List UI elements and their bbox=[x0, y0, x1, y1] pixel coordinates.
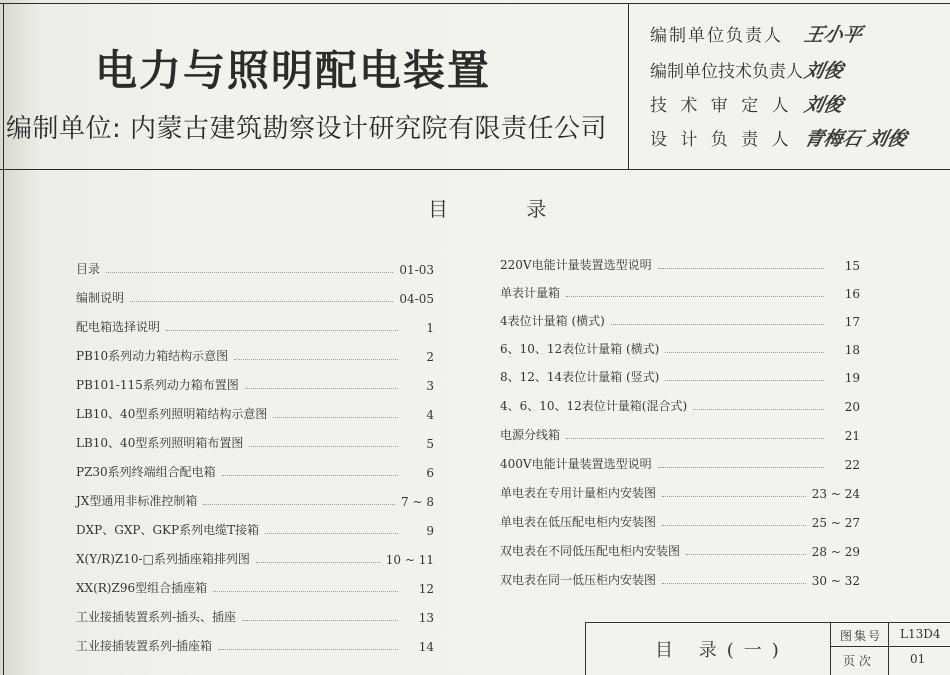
toc-entry-title: 双电表在同一低压柜内安装图 bbox=[500, 573, 657, 587]
leader-dots bbox=[662, 496, 806, 497]
leader-dots bbox=[658, 268, 824, 269]
responsibility-label: 编制单位技术负责人 bbox=[650, 62, 803, 82]
toc-entry[interactable] bbox=[76, 315, 434, 335]
leader-dots bbox=[693, 409, 824, 410]
toc-entry[interactable] bbox=[500, 539, 860, 559]
responsibility-label: 技 术 审 定 人 bbox=[650, 96, 793, 116]
responsibility-label: 设 计 负 责 人 bbox=[650, 130, 793, 150]
toc-entry-title: 配电箱选择说明 bbox=[76, 320, 161, 334]
toc-entry-page: 18 bbox=[844, 343, 860, 357]
toc-entry-title: JX型通用非标准控制箱 bbox=[76, 494, 198, 508]
toc-entry-title: 双电表在不同低压配电柜内安装图 bbox=[500, 544, 681, 558]
toc-entry-title: 400V电能计量装置选型说明 bbox=[500, 457, 652, 471]
toc-entry-title: 单电表在专用计量柜内安装图 bbox=[500, 486, 657, 500]
toc-entry-page: 25 ~ 27 bbox=[811, 516, 860, 530]
leader-dots bbox=[222, 475, 398, 476]
toc-entry-title: X(Y/R)Z10-□系列插座箱排列图 bbox=[76, 552, 250, 566]
leader-dots bbox=[256, 562, 380, 563]
toc-entry-page: 6 bbox=[426, 466, 434, 480]
toc-entry-page: 13 bbox=[418, 611, 434, 625]
toc-entry-title: 6、10、12表位计量箱 (横式) bbox=[500, 342, 660, 356]
leader-dots bbox=[611, 324, 824, 325]
title-block-left bbox=[585, 622, 586, 675]
leader-dots bbox=[566, 438, 824, 439]
toc-entry[interactable] bbox=[500, 452, 860, 472]
leader-dots bbox=[662, 525, 806, 526]
leader-dots bbox=[242, 620, 398, 621]
toc-entry[interactable] bbox=[76, 489, 434, 509]
toc-entry-title: LB10、40型系列照明箱布置图 bbox=[76, 436, 244, 450]
toc-entry[interactable] bbox=[500, 510, 860, 530]
toc-entry[interactable] bbox=[76, 286, 434, 306]
signature: 王小平 bbox=[802, 24, 865, 46]
toc-entry-page: 16 bbox=[844, 287, 860, 301]
toc-entry-title: 单电表在低压配电柜内安装图 bbox=[500, 515, 657, 529]
toc-entry-title: 4表位计量箱 (横式) bbox=[500, 314, 605, 328]
leader-dots bbox=[234, 359, 398, 360]
toc-entry[interactable] bbox=[500, 309, 860, 329]
signature: 青梅石 刘俊 bbox=[802, 128, 910, 150]
toc-entry[interactable] bbox=[500, 337, 860, 357]
toc-entry-page: 14 bbox=[418, 640, 434, 654]
toc-entry-page: 15 bbox=[844, 259, 860, 273]
toc-entry-page: 19 bbox=[844, 371, 860, 385]
page-number: 01 bbox=[910, 652, 926, 666]
toc-entry[interactable] bbox=[500, 253, 860, 273]
signature: 刘俊 bbox=[802, 60, 846, 82]
sheet-title: 目 录(一) bbox=[655, 640, 789, 661]
toc-entry[interactable] bbox=[76, 344, 434, 364]
toc-entry[interactable] bbox=[76, 547, 434, 567]
toc-entry-page: 9 bbox=[426, 524, 434, 538]
responsibility-row bbox=[650, 56, 846, 83]
toc-entry-title: 4、6、10、12表位计量箱(混合式) bbox=[500, 399, 688, 413]
responsibility-row bbox=[650, 124, 910, 151]
header-top-border bbox=[0, 3, 950, 4]
toc-entry-title: XX(R)Z96型组合插座箱 bbox=[76, 581, 208, 595]
toc-entry-title: 工业接插装置系列-插头、插座 bbox=[76, 610, 237, 624]
toc-entry-page: 4 bbox=[426, 408, 434, 422]
organization-line: 编制单位: 内蒙古建筑勘察设计研究院有限责任公司 bbox=[6, 114, 608, 144]
title-block-divider bbox=[888, 622, 889, 675]
leader-dots bbox=[658, 467, 824, 468]
toc-entry[interactable] bbox=[76, 373, 434, 393]
toc-entry-page: 04-05 bbox=[399, 292, 434, 306]
toc-entry[interactable] bbox=[76, 460, 434, 480]
leader-dots bbox=[203, 504, 395, 505]
toc-entry-page: 20 bbox=[844, 400, 860, 414]
toc-entry-title: LB10、40型系列照明箱结构示意图 bbox=[76, 407, 268, 421]
responsibility-row bbox=[650, 20, 865, 47]
page-label: 页 次 bbox=[843, 654, 871, 668]
toc-entry-title: 目录 bbox=[76, 262, 101, 276]
signature: 刘俊 bbox=[802, 94, 846, 116]
toc-entry-title: 电源分线箱 bbox=[500, 428, 561, 442]
toc-entry-title: PB101-115系列动力箱布置图 bbox=[76, 378, 239, 392]
toc-entry-title: 220V电能计量装置选型说明 bbox=[500, 258, 652, 272]
toc-entry-page: 2 bbox=[426, 350, 434, 364]
leader-dots bbox=[665, 352, 824, 353]
left-border bbox=[3, 3, 4, 675]
title-block-mid bbox=[830, 646, 950, 647]
toc-entry[interactable] bbox=[76, 518, 434, 538]
responsibility-label: 编制单位负责人 bbox=[650, 26, 783, 46]
toc-heading: 目 录 bbox=[428, 197, 583, 221]
toc-entry[interactable] bbox=[76, 634, 434, 654]
toc-entry-title: PZ30系列终端组合配电箱 bbox=[76, 465, 216, 479]
atlas-number: L13D4 bbox=[900, 627, 941, 641]
leader-dots bbox=[665, 380, 824, 381]
toc-entry[interactable] bbox=[76, 402, 434, 422]
toc-entry-page: 3 bbox=[426, 379, 434, 393]
leader-dots bbox=[218, 649, 398, 650]
leader-dots bbox=[662, 583, 806, 584]
leader-dots bbox=[265, 533, 398, 534]
toc-entry-title: 单表计量箱 bbox=[500, 286, 561, 300]
toc-entry-page: 28 ~ 29 bbox=[811, 545, 860, 559]
leader-dots bbox=[686, 554, 806, 555]
leader-dots bbox=[166, 330, 398, 331]
toc-entry-title: DXP、GXP、GKP系列电缆T接箱 bbox=[76, 523, 260, 537]
toc-entry[interactable] bbox=[500, 481, 860, 501]
toc-entry-page: 5 bbox=[426, 437, 434, 451]
leader-dots bbox=[249, 446, 398, 447]
toc-entry-page: 22 bbox=[844, 458, 860, 472]
leader-dots bbox=[213, 591, 398, 592]
toc-entry-page: 10 ~ 11 bbox=[385, 553, 434, 567]
leader-dots bbox=[273, 417, 398, 418]
toc-entry-title: 编制说明 bbox=[76, 291, 125, 305]
page-title: 电力与照明配电装置 bbox=[95, 46, 492, 95]
title-block-divider bbox=[830, 622, 831, 675]
toc-entry[interactable] bbox=[76, 576, 434, 596]
toc-entry-page: 17 bbox=[844, 315, 860, 329]
toc-entry-page: 7 ~ 8 bbox=[401, 495, 434, 509]
leader-dots bbox=[566, 296, 824, 297]
title-block-top bbox=[585, 622, 950, 623]
toc-entry-page: 30 ~ 32 bbox=[811, 574, 860, 588]
toc-entry[interactable] bbox=[500, 365, 860, 385]
toc-entry-page: 23 ~ 24 bbox=[811, 487, 860, 501]
toc-entry-title: 工业接插装置系列-插座箱 bbox=[76, 639, 213, 653]
toc-entry-page: 12 bbox=[418, 582, 434, 596]
toc-entry[interactable] bbox=[76, 605, 434, 625]
toc-entry[interactable] bbox=[500, 281, 860, 301]
header-divider bbox=[628, 3, 629, 169]
leader-dots bbox=[106, 272, 393, 273]
toc-entry[interactable] bbox=[500, 423, 860, 443]
toc-entry-page: 1 bbox=[426, 321, 434, 335]
toc-entry-title: PB10系列动力箱结构示意图 bbox=[76, 349, 229, 363]
toc-entry-page: 21 bbox=[844, 429, 860, 443]
leader-dots bbox=[245, 388, 398, 389]
toc-entry[interactable] bbox=[500, 394, 860, 414]
responsibility-row bbox=[650, 90, 846, 117]
toc-entry[interactable] bbox=[76, 257, 434, 277]
toc-entry[interactable] bbox=[500, 568, 860, 588]
leader-dots bbox=[130, 301, 393, 302]
toc-entry[interactable] bbox=[76, 431, 434, 451]
toc-entry-title: 8、12、14表位计量箱 (竖式) bbox=[500, 370, 660, 384]
toc-entry-page: 01-03 bbox=[399, 263, 434, 277]
header-bottom-border bbox=[0, 169, 950, 170]
atlas-label: 图集号 bbox=[840, 629, 883, 643]
